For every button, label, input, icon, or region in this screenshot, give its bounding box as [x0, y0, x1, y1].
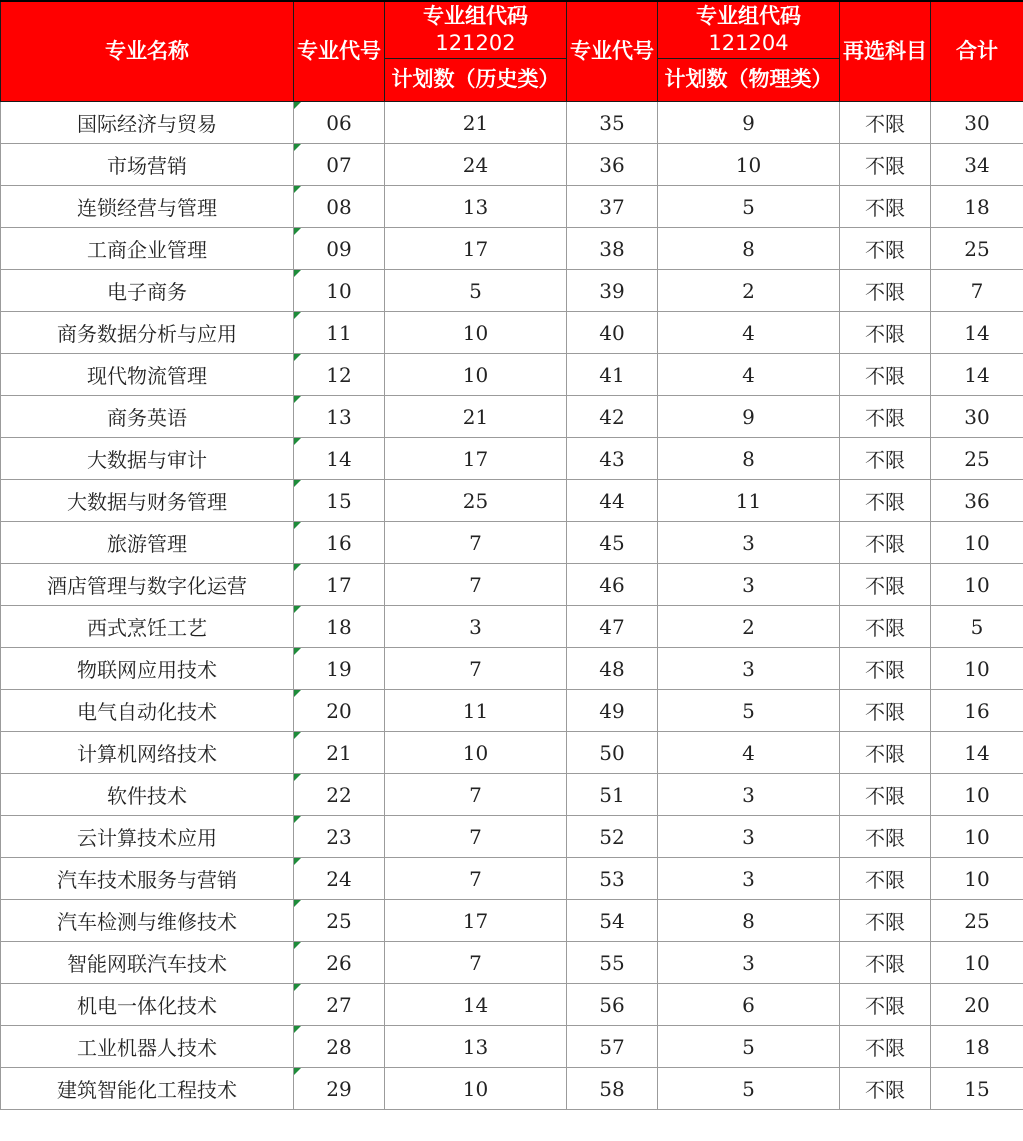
total-cell: 16 [931, 690, 1023, 732]
plan-physics-cell: 3 [658, 648, 840, 690]
header-major-code-1: 专业代号 [294, 1, 385, 102]
major-code-2-cell: 35 [567, 102, 658, 144]
subject-cell: 不限 [840, 564, 931, 606]
subject-cell: 不限 [840, 480, 931, 522]
plan-physics-cell: 3 [658, 858, 840, 900]
table-row [1, 312, 1023, 354]
subject-cell: 不限 [840, 606, 931, 648]
subject-cell: 不限 [840, 984, 931, 1026]
plan-history-cell: 13 [385, 186, 567, 228]
table-row [1, 1026, 1023, 1068]
major-code-1-cell: 15 [294, 480, 385, 522]
total-cell: 18 [931, 1026, 1023, 1068]
subject-cell: 不限 [840, 438, 931, 480]
table-row [1, 144, 1023, 186]
plan-history-cell: 7 [385, 648, 567, 690]
table-row [1, 228, 1023, 270]
major-code-1-cell: 24 [294, 858, 385, 900]
subject-cell: 不限 [840, 1068, 931, 1110]
subject-cell: 不限 [840, 774, 931, 816]
subject-cell: 不限 [840, 354, 931, 396]
major-code-1-cell: 12 [294, 354, 385, 396]
total-cell: 30 [931, 396, 1023, 438]
major-code-2-cell: 49 [567, 690, 658, 732]
total-cell: 10 [931, 648, 1023, 690]
header-major-name: 专业名称 [1, 1, 294, 102]
major-code-1-cell: 28 [294, 1026, 385, 1068]
plan-history-cell: 25 [385, 480, 567, 522]
major-name-cell: 软件技术 [1, 774, 294, 816]
major-code-2-cell: 46 [567, 564, 658, 606]
table-row [1, 102, 1023, 144]
plan-physics-cell: 8 [658, 438, 840, 480]
subject-cell: 不限 [840, 312, 931, 354]
major-code-1-cell: 20 [294, 690, 385, 732]
major-name-cell: 机电一体化技术 [1, 984, 294, 1026]
major-code-2-cell: 39 [567, 270, 658, 312]
plan-history-cell: 21 [385, 396, 567, 438]
total-cell: 30 [931, 102, 1023, 144]
major-name-cell: 计算机网络技术 [1, 732, 294, 774]
table-row [1, 354, 1023, 396]
header-group-code-1-value: 121202 [435, 31, 516, 55]
major-name-cell: 大数据与财务管理 [1, 480, 294, 522]
major-code-2-cell: 47 [567, 606, 658, 648]
header-group-code-1-title: 专业组代码 [423, 3, 528, 28]
subject-cell: 不限 [840, 144, 931, 186]
major-code-2-cell: 45 [567, 522, 658, 564]
major-code-1-cell: 18 [294, 606, 385, 648]
major-code-2-cell: 55 [567, 942, 658, 984]
plan-physics-cell: 5 [658, 1068, 840, 1110]
major-name-cell: 电子商务 [1, 270, 294, 312]
subject-cell: 不限 [840, 732, 931, 774]
major-code-2-cell: 57 [567, 1026, 658, 1068]
table-row [1, 438, 1023, 480]
major-code-2-cell: 43 [567, 438, 658, 480]
plan-history-cell: 7 [385, 564, 567, 606]
major-code-2-cell: 41 [567, 354, 658, 396]
major-name-cell: 国际经济与贸易 [1, 102, 294, 144]
total-cell: 7 [931, 270, 1023, 312]
plan-physics-cell: 5 [658, 1026, 840, 1068]
table-row [1, 270, 1023, 312]
table-row [1, 732, 1023, 774]
major-code-2-cell: 44 [567, 480, 658, 522]
major-code-1-cell: 07 [294, 144, 385, 186]
subject-cell: 不限 [840, 816, 931, 858]
plan-physics-cell: 3 [658, 816, 840, 858]
major-code-1-cell: 26 [294, 942, 385, 984]
subject-cell: 不限 [840, 102, 931, 144]
major-code-1-cell: 08 [294, 186, 385, 228]
subject-cell: 不限 [840, 942, 931, 984]
major-code-1-cell: 16 [294, 522, 385, 564]
major-name-cell: 建筑智能化工程技术 [1, 1068, 294, 1110]
header-major-code-2: 专业代号 [567, 1, 658, 102]
plan-history-cell: 10 [385, 354, 567, 396]
major-code-2-cell: 54 [567, 900, 658, 942]
plan-history-cell: 7 [385, 522, 567, 564]
total-cell: 5 [931, 606, 1023, 648]
major-code-1-cell: 14 [294, 438, 385, 480]
plan-history-cell: 3 [385, 606, 567, 648]
plan-history-cell: 14 [385, 984, 567, 1026]
total-cell: 10 [931, 816, 1023, 858]
table-row [1, 900, 1023, 942]
major-code-1-cell: 27 [294, 984, 385, 1026]
total-cell: 25 [931, 228, 1023, 270]
plan-physics-cell: 8 [658, 228, 840, 270]
plan-physics-cell: 11 [658, 480, 840, 522]
table-row [1, 690, 1023, 732]
major-name-cell: 市场营销 [1, 144, 294, 186]
total-cell: 10 [931, 858, 1023, 900]
plan-physics-cell: 9 [658, 102, 840, 144]
total-cell: 14 [931, 354, 1023, 396]
table-row [1, 984, 1023, 1026]
major-code-1-cell: 25 [294, 900, 385, 942]
header-plan-physics: 计划数（物理类） [658, 59, 840, 102]
header-group-code-2-title: 专业组代码 [696, 3, 801, 28]
plan-history-cell: 17 [385, 900, 567, 942]
table-row [1, 186, 1023, 228]
subject-cell: 不限 [840, 858, 931, 900]
total-cell: 10 [931, 522, 1023, 564]
plan-physics-cell: 4 [658, 732, 840, 774]
major-code-1-cell: 22 [294, 774, 385, 816]
subject-cell: 不限 [840, 1026, 931, 1068]
major-code-2-cell: 42 [567, 396, 658, 438]
subject-cell: 不限 [840, 396, 931, 438]
table-row [1, 942, 1023, 984]
total-cell: 25 [931, 900, 1023, 942]
plan-physics-cell: 4 [658, 354, 840, 396]
table-row [1, 564, 1023, 606]
plan-physics-cell: 6 [658, 984, 840, 1026]
subject-cell: 不限 [840, 186, 931, 228]
header-group-code-2-value: 121204 [708, 31, 789, 55]
total-cell: 15 [931, 1068, 1023, 1110]
major-name-cell: 汽车检测与维修技术 [1, 900, 294, 942]
major-name-cell: 旅游管理 [1, 522, 294, 564]
plan-physics-cell: 8 [658, 900, 840, 942]
total-cell: 18 [931, 186, 1023, 228]
plan-history-cell: 17 [385, 438, 567, 480]
plan-physics-cell: 5 [658, 186, 840, 228]
table-body [1, 102, 1023, 1110]
major-name-cell: 智能网联汽车技术 [1, 942, 294, 984]
major-code-2-cell: 50 [567, 732, 658, 774]
header-total: 合计 [931, 1, 1023, 102]
header-group-code-2 [658, 1, 840, 59]
table-row [1, 606, 1023, 648]
plan-physics-cell: 3 [658, 522, 840, 564]
major-code-2-cell: 58 [567, 1068, 658, 1110]
major-code-1-cell: 06 [294, 102, 385, 144]
subject-cell: 不限 [840, 270, 931, 312]
plan-physics-cell: 10 [658, 144, 840, 186]
total-cell: 10 [931, 564, 1023, 606]
table-row [1, 480, 1023, 522]
major-code-1-cell: 23 [294, 816, 385, 858]
plan-history-cell: 21 [385, 102, 567, 144]
total-cell: 25 [931, 438, 1023, 480]
plan-physics-cell: 3 [658, 774, 840, 816]
major-code-2-cell: 53 [567, 858, 658, 900]
total-cell: 20 [931, 984, 1023, 1026]
major-name-cell: 云计算技术应用 [1, 816, 294, 858]
table-row [1, 1068, 1023, 1110]
plan-physics-cell: 2 [658, 270, 840, 312]
total-cell: 10 [931, 942, 1023, 984]
major-code-1-cell: 21 [294, 732, 385, 774]
total-cell: 14 [931, 312, 1023, 354]
plan-physics-cell: 4 [658, 312, 840, 354]
major-name-cell: 酒店管理与数字化运营 [1, 564, 294, 606]
plan-history-cell: 24 [385, 144, 567, 186]
major-code-2-cell: 37 [567, 186, 658, 228]
plan-physics-cell: 9 [658, 396, 840, 438]
subject-cell: 不限 [840, 522, 931, 564]
table-row [1, 858, 1023, 900]
plan-history-cell: 10 [385, 312, 567, 354]
total-cell: 34 [931, 144, 1023, 186]
total-cell: 36 [931, 480, 1023, 522]
plan-physics-cell: 3 [658, 942, 840, 984]
major-code-2-cell: 52 [567, 816, 658, 858]
major-name-cell: 工商企业管理 [1, 228, 294, 270]
total-cell: 10 [931, 774, 1023, 816]
major-code-2-cell: 56 [567, 984, 658, 1026]
major-code-1-cell: 19 [294, 648, 385, 690]
table-header [1, 1, 1023, 102]
major-code-1-cell: 29 [294, 1068, 385, 1110]
major-name-cell: 电气自动化技术 [1, 690, 294, 732]
plan-history-cell: 7 [385, 858, 567, 900]
major-code-2-cell: 38 [567, 228, 658, 270]
plan-physics-cell: 5 [658, 690, 840, 732]
major-code-1-cell: 09 [294, 228, 385, 270]
major-code-1-cell: 10 [294, 270, 385, 312]
major-name-cell: 商务数据分析与应用 [1, 312, 294, 354]
plan-history-cell: 7 [385, 942, 567, 984]
subject-cell: 不限 [840, 690, 931, 732]
major-code-1-cell: 13 [294, 396, 385, 438]
table-row [1, 522, 1023, 564]
header-reselect-subject: 再选科目 [840, 1, 931, 102]
plan-history-cell: 5 [385, 270, 567, 312]
major-name-cell: 工业机器人技术 [1, 1026, 294, 1068]
plan-history-cell: 10 [385, 1068, 567, 1110]
major-name-cell: 连锁经营与管理 [1, 186, 294, 228]
subject-cell: 不限 [840, 648, 931, 690]
major-name-cell: 物联网应用技术 [1, 648, 294, 690]
major-code-2-cell: 51 [567, 774, 658, 816]
subject-cell: 不限 [840, 228, 931, 270]
plan-history-cell: 17 [385, 228, 567, 270]
major-name-cell: 现代物流管理 [1, 354, 294, 396]
major-code-2-cell: 48 [567, 648, 658, 690]
major-name-cell: 商务英语 [1, 396, 294, 438]
major-code-2-cell: 36 [567, 144, 658, 186]
plan-history-cell: 13 [385, 1026, 567, 1068]
major-code-2-cell: 40 [567, 312, 658, 354]
major-name-cell: 西式烹饪工艺 [1, 606, 294, 648]
subject-cell: 不限 [840, 900, 931, 942]
major-name-cell: 大数据与审计 [1, 438, 294, 480]
table-row [1, 648, 1023, 690]
header-plan-history: 计划数（历史类） [385, 59, 567, 102]
plan-history-cell: 7 [385, 816, 567, 858]
total-cell: 14 [931, 732, 1023, 774]
table-row [1, 396, 1023, 438]
plan-history-cell: 10 [385, 732, 567, 774]
header-group-code-1 [385, 1, 567, 59]
major-code-1-cell: 17 [294, 564, 385, 606]
plan-history-cell: 11 [385, 690, 567, 732]
major-name-cell: 汽车技术服务与营销 [1, 858, 294, 900]
plan-physics-cell: 2 [658, 606, 840, 648]
table-row [1, 816, 1023, 858]
table-row [1, 774, 1023, 816]
major-code-1-cell: 11 [294, 312, 385, 354]
plan-physics-cell: 3 [658, 564, 840, 606]
plan-history-cell: 7 [385, 774, 567, 816]
